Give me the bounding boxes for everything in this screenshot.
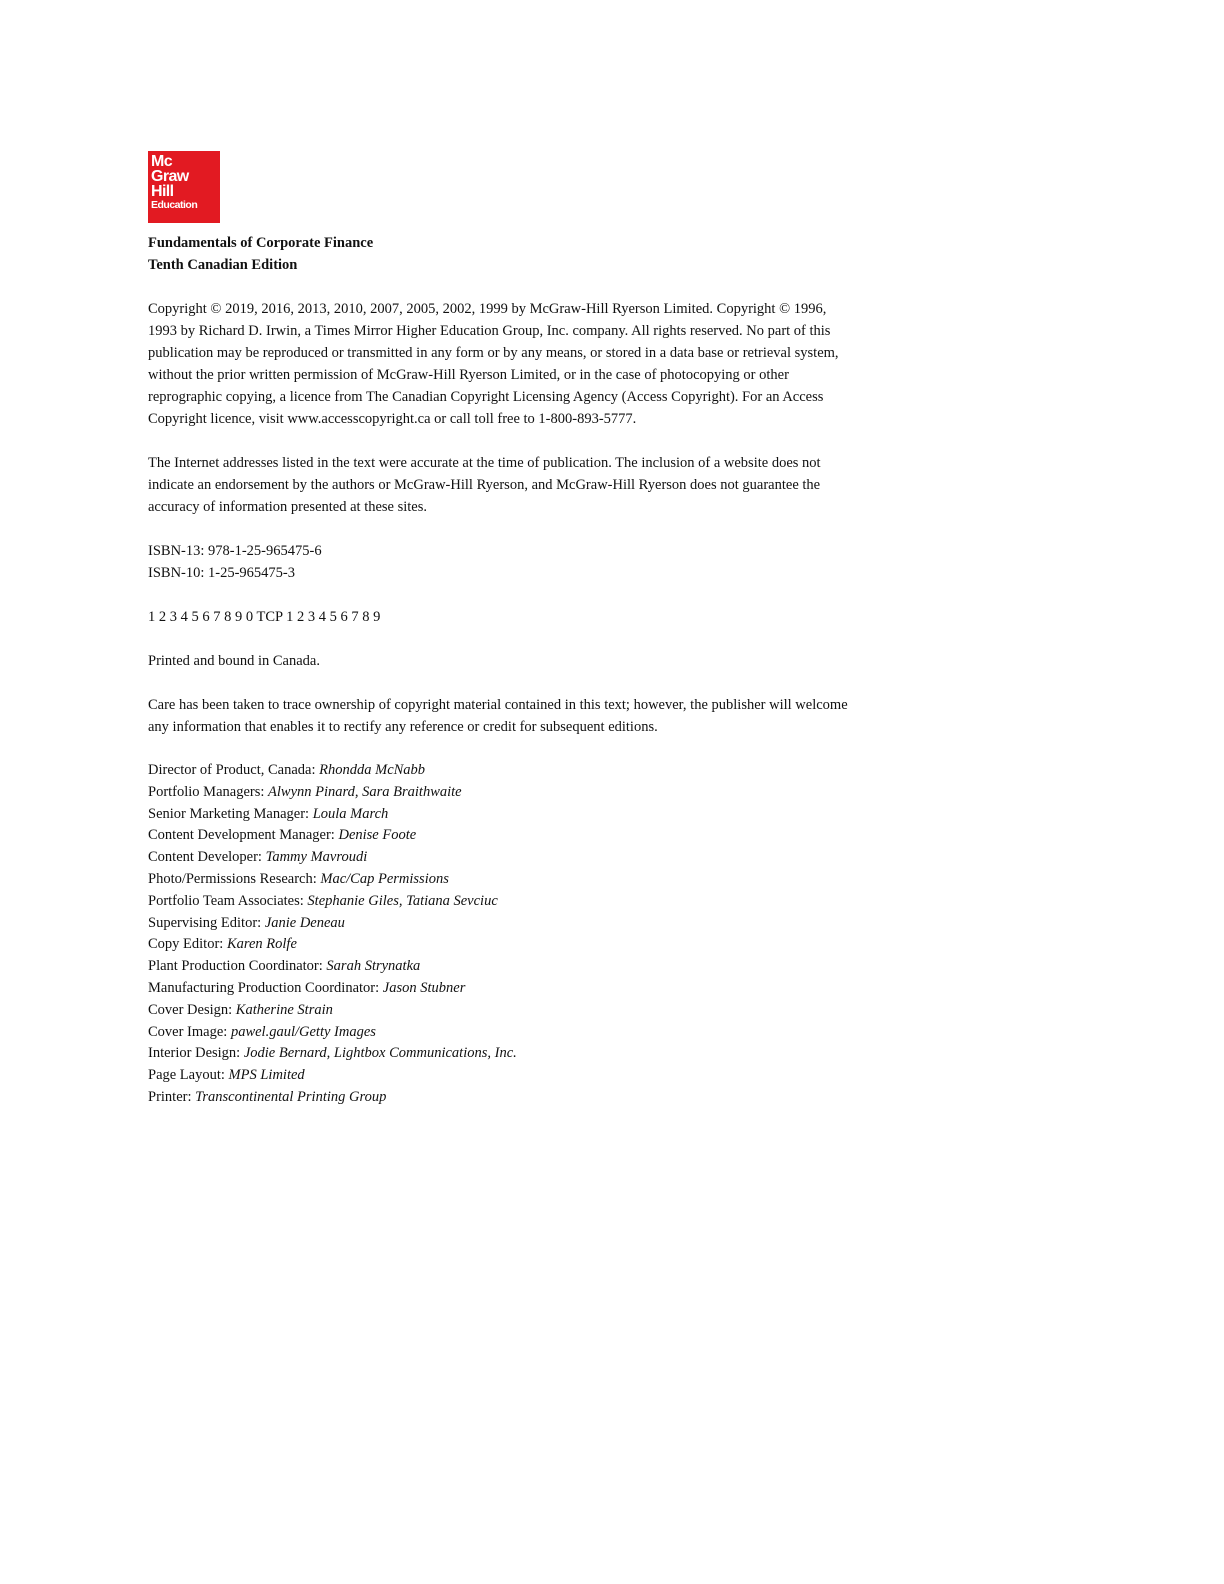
- credit-row: [148, 956, 928, 978]
- credit-row: [148, 1087, 928, 1109]
- copyright-line: without the prior written permission of McGraw-Hill Ryerson Limited, or in the case of photocopying or other: [148, 367, 789, 383]
- credit-name: Jason Stubner: [382, 979, 466, 996]
- credit-name: Janie Deneau: [264, 914, 345, 931]
- credit-role: Printer:: [148, 1088, 196, 1105]
- credit-role: Interior Design:: [148, 1045, 244, 1062]
- internet-notice-line: indicate an endorsement by the authors or McGraw-Hill Ryerson, and McGraw-Hill Ryerson does not guarantee the: [148, 477, 821, 493]
- credit-role: Supervising Editor:: [148, 914, 265, 931]
- credit-name: Transcontinental Printing Group: [195, 1088, 387, 1105]
- logo-line: Mc: [151, 153, 173, 170]
- credit-name: MPS Limited: [228, 1067, 305, 1084]
- credit-name: Alwynn Pinard, Sara Braithwaite: [268, 783, 462, 800]
- credit-row: [148, 1043, 928, 1065]
- isbn-block: [148, 540, 928, 584]
- copyright-line: 1993 by Richard D. Irwin, a Times Mirror Higher Education Group, Inc. company. All rights reserved. No part of this: [148, 323, 831, 339]
- printed-in-statement: Printed and bound in Canada.: [148, 653, 320, 669]
- credit-role: Page Layout:: [148, 1067, 229, 1084]
- copyright-paragraph: [148, 298, 928, 430]
- internet-notice-line: accuracy of information presented at these sites.: [148, 499, 428, 515]
- credit-name: Sarah Strynatka: [326, 958, 421, 975]
- book-title-block: [148, 232, 928, 276]
- credit-role: Cover Image:: [148, 1023, 231, 1040]
- isbn-10: ISBN-10: 1-25-965475-3: [148, 565, 296, 581]
- book-title: Fundamentals of Corporate Finance: [148, 235, 374, 251]
- copyright-page: [148, 151, 928, 1109]
- credit-role: Portfolio Team Associates:: [148, 892, 308, 909]
- credits-list: [148, 760, 928, 1109]
- credit-row: [148, 1065, 928, 1087]
- credit-row: [148, 804, 928, 826]
- copyright-line: reprographic copying, a licence from The Canadian Copyright Licensing Agency (Access Copyright). For an Access: [148, 389, 824, 405]
- credit-role: Plant Production Coordinator:: [148, 958, 327, 975]
- credit-role: Copy Editor:: [148, 936, 227, 953]
- credit-name: Tammy Mavroudi: [265, 849, 368, 866]
- book-edition: Tenth Canadian Edition: [148, 257, 298, 273]
- internet-notice-paragraph: [148, 452, 928, 518]
- mcgraw-hill-education-logo: [148, 151, 220, 223]
- care-notice-line: Care has been taken to trace ownership of copyright material contained in this text; however, the publisher will welcome: [148, 697, 848, 713]
- credit-row: [148, 825, 928, 847]
- credit-name: pawel.gaul/Getty Images: [230, 1023, 376, 1040]
- credit-row: [148, 760, 928, 782]
- credit-row: [148, 891, 928, 913]
- credit-name: Stephanie Giles, Tatiana Sevciuc: [307, 892, 498, 909]
- credit-name: Katherine Strain: [235, 1001, 333, 1018]
- credit-row: [148, 934, 928, 956]
- isbn-13: ISBN-13: 978-1-25-965475-6: [148, 543, 322, 559]
- copyright-line: publication may be reproduced or transmitted in any form or by any means, or stored in a data base or retrieval system,: [148, 345, 839, 361]
- credit-name: Denise Foote: [338, 827, 417, 844]
- credit-row: [148, 847, 928, 869]
- credit-role: Cover Design:: [148, 1001, 236, 1018]
- logo-line: Education: [151, 199, 198, 211]
- credit-name: Rhondda McNabb: [319, 762, 426, 778]
- credit-role: Portfolio Managers:: [148, 783, 269, 800]
- logo-wordmark: [151, 154, 197, 211]
- credit-row: [148, 869, 928, 891]
- credit-name: Mac/Cap Permissions: [320, 870, 449, 887]
- care-notice-paragraph: [148, 694, 928, 738]
- credit-role: Photo/Permissions Research:: [148, 870, 321, 887]
- logo-line: Hill: [151, 183, 174, 200]
- credit-row: [148, 1022, 928, 1044]
- credit-role: Content Developer:: [148, 849, 266, 866]
- credit-role: Manufacturing Production Coordinator:: [148, 979, 383, 996]
- credit-role: Senior Marketing Manager:: [148, 805, 313, 822]
- copyright-line: Copyright licence, visit www.accesscopyright.ca or call toll free to 1-800-893-5777.: [148, 411, 637, 427]
- credit-name: Loula March: [312, 805, 389, 822]
- internet-notice-line: The Internet addresses listed in the text were accurate at the time of publication. The inclusion of a website does not: [148, 455, 821, 471]
- credit-role: Content Development Manager:: [148, 827, 339, 844]
- credit-row: [148, 978, 928, 1000]
- credit-name: Karen Rolfe: [226, 936, 297, 953]
- credit-row: [148, 782, 928, 804]
- care-notice-line: any information that enables it to rectify any reference or credit for subsequent editions.: [148, 719, 658, 735]
- print-line: 1 2 3 4 5 6 7 8 9 0 TCP 1 2 3 4 5 6 7 8 9: [148, 609, 381, 625]
- credit-role: Director of Product, Canada:: [148, 762, 320, 778]
- credit-row: [148, 1000, 928, 1022]
- copyright-line: Copyright © 2019, 2016, 2013, 2010, 2007, 2005, 2002, 1999 by McGraw-Hill Ryerson Limited. Copyright © 1996,: [148, 301, 827, 317]
- credit-name: Jodie Bernard, Lightbox Communications, Inc.: [243, 1045, 517, 1062]
- logo-line: Graw: [151, 168, 189, 185]
- credit-row: [148, 913, 928, 935]
